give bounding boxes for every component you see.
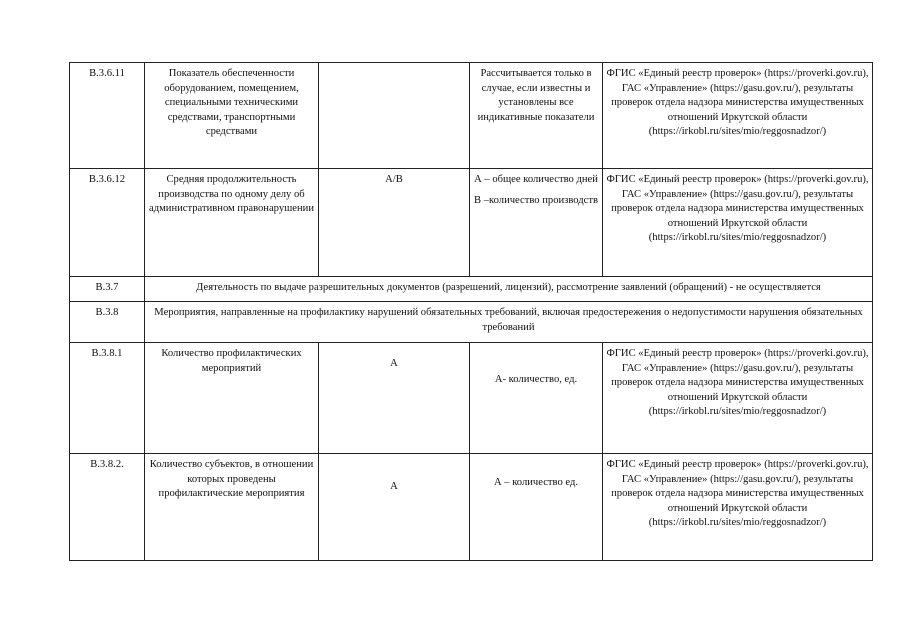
table-row: [70, 454, 873, 561]
source-cell: ФГИС «Единый реестр проверок» (https://proverki.gov.ru), ГАС «Управление» (https://gasu.gov.ru/), результаты проверок отдела надзора министерства имущественных отношений Иркутской области (https://irkobl.ru/sites/mio/reggosnadzor/): [603, 343, 873, 454]
table-row: [70, 277, 873, 302]
formula-cell: А/В: [319, 169, 470, 277]
row-code: В.3.8.2.: [70, 454, 145, 561]
section-heading: Мероприятия, направленные на профилактику нарушений обязательных требований, включая предостережения о недопустимости нарушения обязательных требований: [145, 302, 873, 343]
formula-cell: [319, 63, 470, 169]
formula-cell: А: [319, 454, 470, 561]
table-row: [70, 302, 873, 343]
row-code: В.3.8.1: [70, 343, 145, 454]
indicator-name: Количество субъектов, в отношении которых проведены профилактические мероприятия: [145, 454, 319, 561]
source-cell: ФГИС «Единый реестр проверок» (https://proverki.gov.ru), ГАС «Управление» (https://gasu.gov.ru/), результаты проверок отдела надзора министерства имущественных отношений Иркутской области (https://irkobl.ru/sites/mio/reggosnadzor/): [603, 454, 873, 561]
variable-a-description: А – общее количество дней: [474, 174, 598, 185]
comment-cell: [470, 169, 603, 277]
row-code: В.3.6.12: [70, 169, 145, 277]
table-row: [70, 169, 873, 277]
row-code: В.3.8: [70, 302, 145, 343]
indicator-name: Средняя продолжительность производства по одному делу об административном правонарушении: [145, 169, 319, 277]
comment-cell: А- количество, ед.: [470, 343, 603, 454]
variable-b-description: В –количество производств: [474, 194, 598, 206]
source-cell: ФГИС «Единый реестр проверок» (https://proverki.gov.ru), ГАС «Управление» (https://gasu.gov.ru/), результаты проверок отдела надзора министерства имущественных отношений Иркутской области (https://irkobl.ru/sites/mio/reggosnadzor/): [603, 63, 873, 169]
table-row: [70, 343, 873, 454]
comment-cell: А – количество ед.: [470, 454, 603, 561]
comment-cell: Рассчитывается только в случае, если известны и установлены все индикативные показатели: [470, 63, 603, 169]
indicator-name: Количество профилактических мероприятий: [145, 343, 319, 454]
row-code: В.3.7: [70, 277, 145, 302]
indicators-table: [69, 62, 873, 561]
row-code: В.3.6.11: [70, 63, 145, 169]
source-cell: ФГИС «Единый реестр проверок» (https://proverki.gov.ru), ГАС «Управление» (https://gasu.gov.ru/), результаты проверок отдела надзора министерства имущественных отношений Иркутской области (https://irkobl.ru/sites/mio/reggosnadzor/): [603, 169, 873, 277]
section-heading: Деятельность по выдаче разрешительных документов (разрешений, лицензий), рассмотрение заявлений (обращений) - не осуществляется: [145, 277, 873, 302]
formula-cell: А: [319, 343, 470, 454]
indicator-name: Показатель обеспеченности оборудованием, помещением, специальными техническими средствами, транспортными средствами: [145, 63, 319, 169]
table-row: [70, 63, 873, 169]
